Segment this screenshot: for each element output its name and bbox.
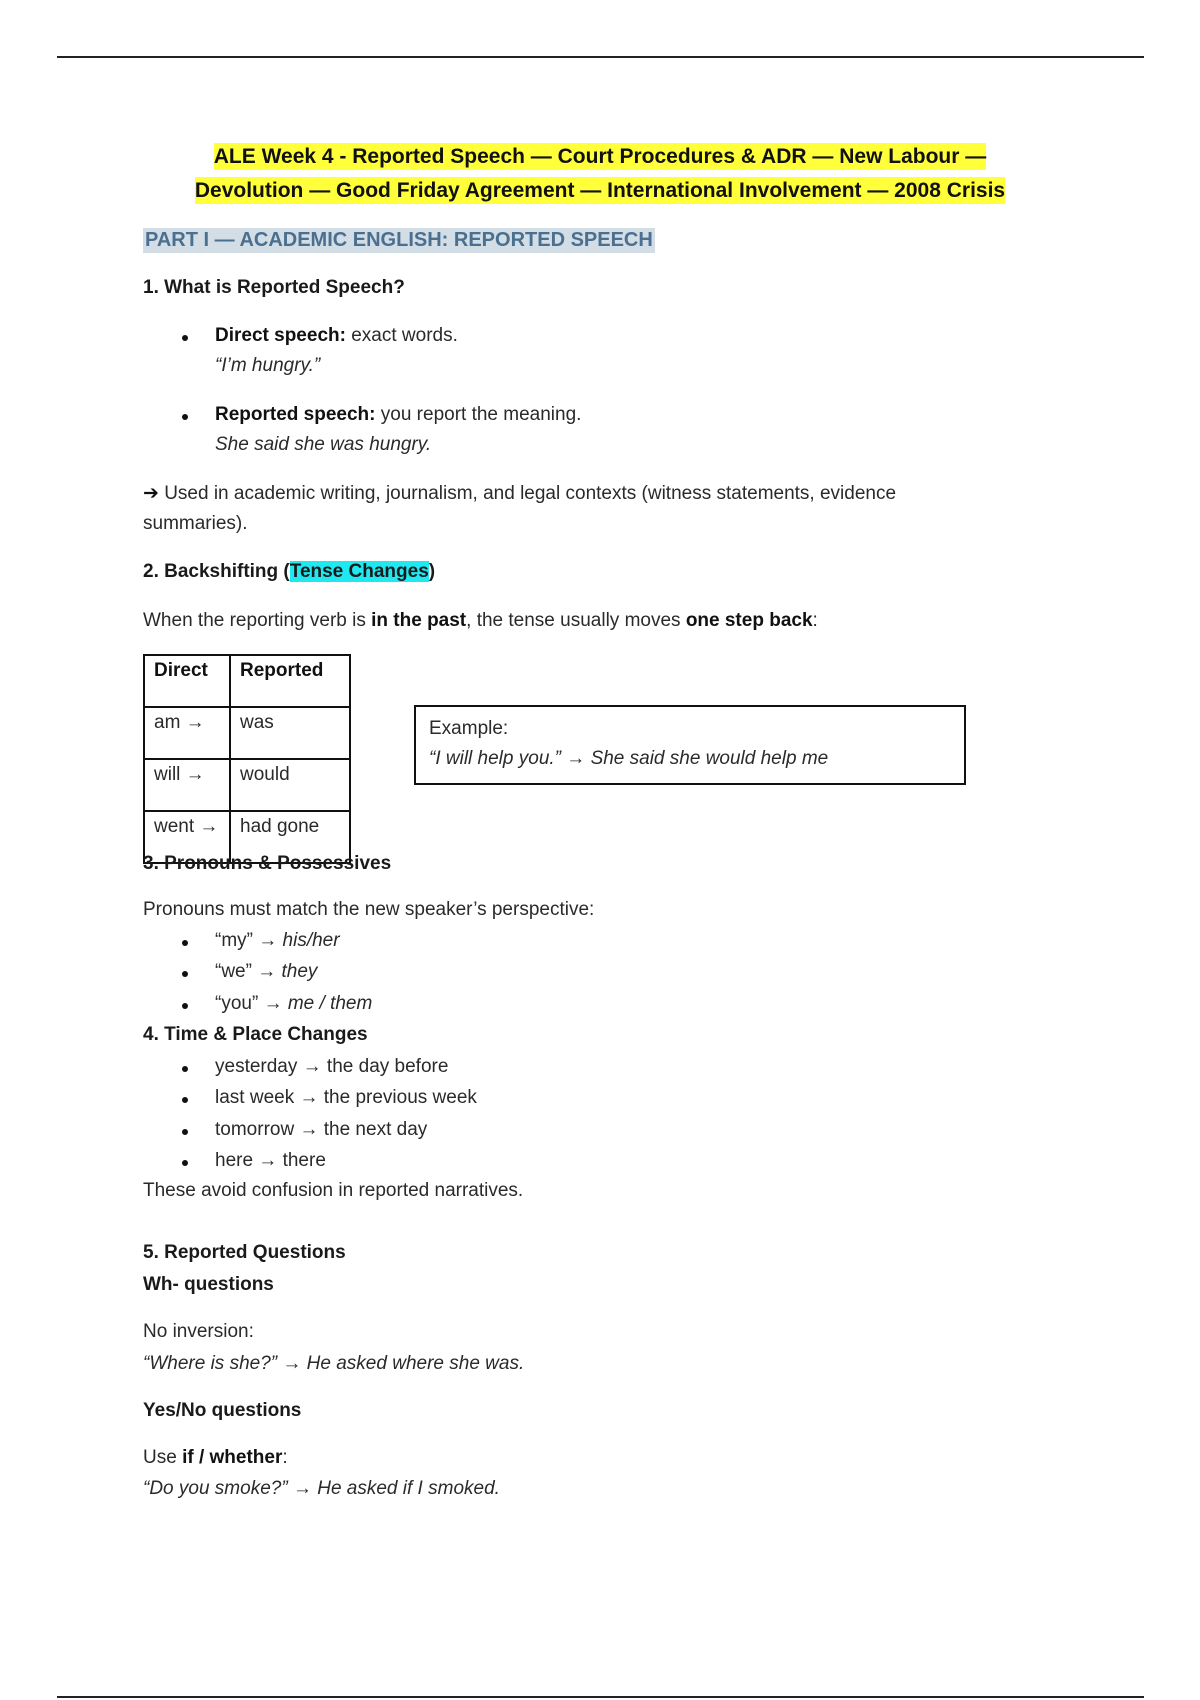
table-cell: was: [230, 707, 350, 759]
list-item: [215, 404, 581, 426]
pronoun-to: me / them: [287, 993, 373, 1014]
list-item: last week → the previous week: [215, 1087, 477, 1108]
term: Reported speech:: [215, 404, 376, 425]
heading-suffix: ): [428, 561, 436, 582]
column-header: Reported: [230, 655, 350, 707]
example-question: “Where is she?”: [143, 1353, 278, 1374]
column-header: Direct: [144, 655, 230, 707]
bullet: [182, 335, 188, 341]
usage-note-line-2: summaries).: [143, 513, 248, 534]
example-answer: He asked where she was.: [306, 1353, 525, 1374]
list-item: [215, 961, 317, 983]
list-item: [215, 930, 340, 952]
yes-no-example: [143, 1478, 500, 1500]
highlighted-term: Tense Changes: [289, 561, 429, 582]
section-1-heading: 1. What is Reported Speech?: [143, 277, 405, 298]
arrow: →: [561, 748, 591, 769]
section-4-heading: 4. Time & Place Changes: [143, 1024, 368, 1045]
bullet: [182, 940, 188, 946]
time-place-note: These avoid confusion in reported narratives.: [143, 1180, 524, 1201]
section-3-heading: 3. Pronouns & Possessives: [143, 853, 392, 874]
table-row: [144, 759, 350, 811]
definition: you report the meaning.: [375, 404, 582, 425]
bullet: [182, 1129, 188, 1135]
list-item: here → there: [215, 1150, 326, 1171]
example-quote: “I will help you.”: [429, 748, 561, 769]
usage-note-line-1: Used in academic writing, journalism, and legal contexts (witness statements, evidence: [158, 483, 897, 504]
intro-text: When the reporting verb is: [143, 610, 372, 631]
wh-questions-heading: Wh- questions: [143, 1274, 274, 1295]
section-5-heading: 5. Reported Questions: [143, 1242, 346, 1263]
arrow: →: [251, 961, 282, 982]
list-item: yesterday → the day before: [215, 1056, 449, 1077]
pronoun-from: “you”: [215, 993, 259, 1014]
yes-no-intro: [143, 1447, 288, 1469]
list-item: [215, 325, 458, 347]
arrow: →: [287, 1478, 318, 1499]
bullet: [182, 414, 188, 420]
intro-bold: in the past: [371, 610, 467, 631]
bullet: [182, 971, 188, 977]
bottom-rule: [57, 1696, 1144, 1698]
table-cell: had gone: [230, 811, 350, 863]
intro-bold: if / whether: [182, 1447, 283, 1468]
pronoun-to: his/her: [282, 930, 340, 951]
intro-text: , the tense usually moves: [466, 610, 686, 631]
bullet: [182, 1160, 188, 1166]
pronoun-to: they: [281, 961, 318, 982]
document-title: [100, 140, 1100, 208]
wh-intro: No inversion:: [143, 1321, 254, 1342]
example-text: “I’m hungry.”: [215, 355, 321, 376]
bullet: [182, 1097, 188, 1103]
example-result: She said she would help me: [590, 748, 829, 769]
pronoun-from: “my”: [215, 930, 253, 951]
pronouns-intro: Pronouns must match the new speaker’s perspective:: [143, 899, 595, 920]
table-header-row: [144, 655, 350, 707]
table-row: [144, 707, 350, 759]
heading-prefix: 2. Backshifting (: [143, 561, 290, 582]
title-line-2: Devolution — Good Friday Agreement — International Involvement — 2008 Crisis: [194, 179, 1006, 202]
table-cell: would: [230, 759, 350, 811]
example-label: Example:: [429, 718, 509, 739]
section-2-heading: [143, 561, 435, 583]
backshift-intro: [143, 610, 818, 632]
table-cell: am →: [144, 707, 230, 759]
intro-text: :: [282, 1447, 288, 1468]
top-rule: [57, 56, 1144, 58]
usage-note: [143, 482, 896, 505]
intro-text: :: [812, 610, 818, 631]
arrow: →: [252, 930, 283, 951]
pronoun-from: “we”: [215, 961, 252, 982]
arrow-icon: ➔: [143, 483, 159, 504]
arrow: →: [258, 993, 288, 1014]
part-heading: PART I — ACADEMIC ENGLISH: REPORTED SPEECH: [145, 229, 653, 251]
example-box: [414, 705, 966, 785]
table-cell: will →: [144, 759, 230, 811]
example-sentence: [429, 744, 964, 774]
title-line-1: ALE Week 4 - Reported Speech — Court Procedures & ADR — New Labour —: [213, 145, 987, 168]
bullet: [182, 1003, 188, 1009]
example-question: “Do you smoke?”: [143, 1478, 288, 1499]
bullet: [182, 1066, 188, 1072]
backshift-table: [143, 654, 351, 864]
term: Direct speech:: [215, 325, 346, 346]
intro-text: Use: [143, 1447, 183, 1468]
definition: exact words.: [345, 325, 458, 346]
wh-example: [143, 1353, 524, 1375]
table-cell: went →: [144, 811, 230, 863]
example-text: She said she was hungry.: [215, 434, 432, 455]
example-answer: He asked if I smoked.: [317, 1478, 500, 1499]
list-item: tomorrow → the next day: [215, 1119, 428, 1140]
list-item: [215, 993, 372, 1015]
yes-no-questions-heading: Yes/No questions: [143, 1400, 302, 1421]
arrow: →: [277, 1353, 307, 1374]
intro-bold: one step back: [685, 610, 813, 631]
